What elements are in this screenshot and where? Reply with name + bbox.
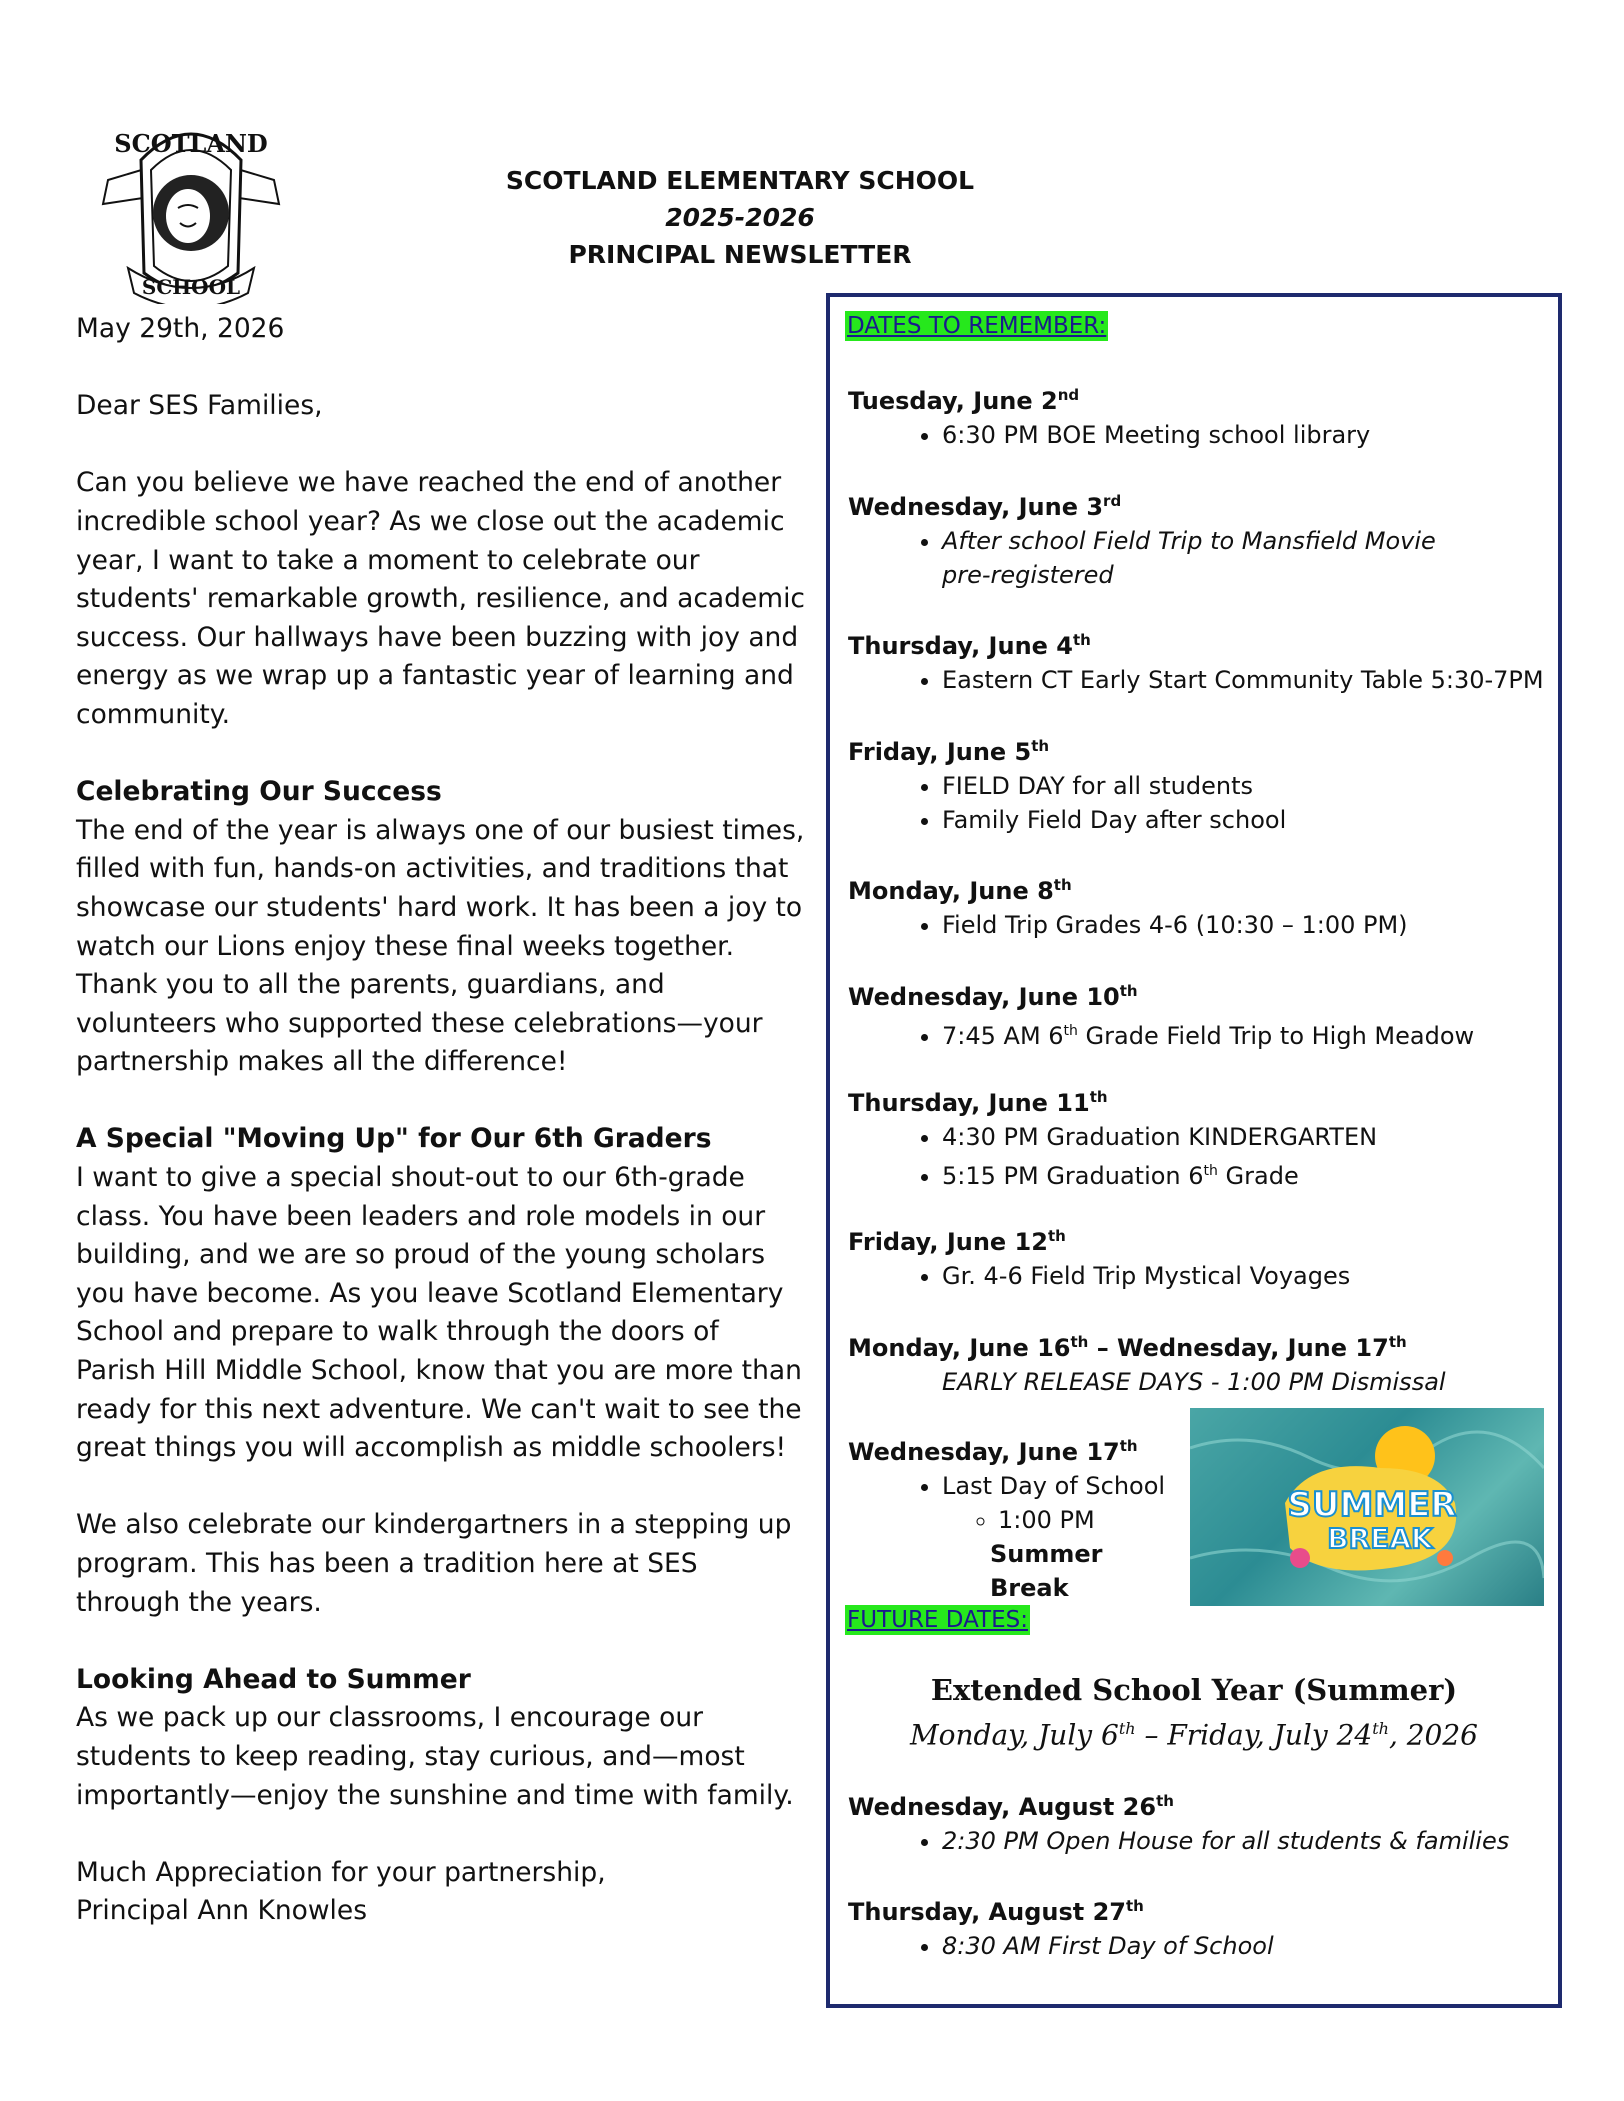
item-text: 5:15 PM Graduation 6 xyxy=(942,1162,1204,1190)
school-logo xyxy=(88,108,294,304)
event-date: Wednesday, June 10 xyxy=(848,983,1120,1011)
date-suffix: th xyxy=(1089,1088,1108,1106)
event-item: • 8:30 AM First Day of School xyxy=(942,1929,1548,1963)
principal-letter xyxy=(76,310,806,1931)
item-suffix: th xyxy=(1203,1163,1218,1179)
event-item: • Family Field Day after school xyxy=(942,803,1548,837)
event-item: • Eastern CT Early Start Community Table 5:30-7PM xyxy=(942,663,1548,697)
date-suffix: th xyxy=(1119,1437,1138,1455)
date-suffix: rd xyxy=(1103,492,1122,510)
event-june-4 xyxy=(848,623,1548,697)
event-item: • 2:30 PM Open House for all students & families xyxy=(942,1824,1548,1858)
event-item: • Field Trip Grades 4-6 (10:30 – 1:00 PM) xyxy=(942,908,1548,942)
item-text: 7:45 AM 6 xyxy=(942,1022,1064,1050)
event-item: • Last Day of School xyxy=(942,1469,1188,1503)
letter-signature: Principal Ann Knowles xyxy=(76,1895,368,1927)
event-date: Friday, June 5 xyxy=(848,738,1032,766)
logo-bottom-text: SCHOOL xyxy=(141,275,241,299)
summer-image-line2: BREAK xyxy=(1327,1522,1433,1555)
event-date-end: – Wednesday, June 17 xyxy=(1088,1334,1389,1362)
section-body-success: The end of the year is always one of our busiest times, filled with fun, hands-on activities, and traditions that showcase our students' hard work. It has been a joy to watch our Lions enjoy these final weeks together. Thank you to all the parents, guardians, and volunteers who supported these celebrations—your partnership makes all the difference! xyxy=(76,814,805,1078)
event-date: Monday, June 16 xyxy=(848,1334,1071,1362)
early-release-note: EARLY RELEASE DAYS - 1:00 PM Dismissal xyxy=(942,1368,1446,1396)
event-aug-26 xyxy=(848,1784,1548,1858)
dates-to-remember-heading: DATES TO REMEMBER: xyxy=(847,313,1107,339)
date-suffix: th xyxy=(1388,1333,1407,1351)
esy-end: – Friday, July 24 xyxy=(1135,1718,1373,1752)
summer-break-text: Summer Break xyxy=(990,1540,1103,1602)
event-june-11 xyxy=(848,1080,1548,1193)
event-june-5 xyxy=(848,729,1548,837)
event-item: • 6:30 PM BOE Meeting school library xyxy=(942,418,1548,452)
esy-title: Extended School Year (Summer) xyxy=(930,1673,1458,1707)
event-aug-27 xyxy=(848,1889,1548,1963)
date-suffix: th xyxy=(1070,1333,1089,1351)
esy-dates xyxy=(826,1710,1562,1754)
section-heading-6th-graders: A Special "Moving Up" for Our 6th Graders xyxy=(76,1123,712,1155)
school-name: SCOTLAND ELEMENTARY SCHOOL xyxy=(505,166,975,195)
item-text: Grade xyxy=(1217,1162,1299,1190)
letter-closing: Much Appreciation for your partnership, xyxy=(76,1856,606,1888)
date-suffix: th xyxy=(1073,631,1091,649)
event-item xyxy=(942,1154,1548,1193)
section-body-summer: As we pack up our classrooms, I encourage our students to keep reading, stay curious, and—most importantly—enjoy the sunshine and time with family. xyxy=(76,1702,794,1811)
event-june-8 xyxy=(848,868,1548,942)
event-date: Friday, June 12 xyxy=(848,1228,1048,1256)
logo-top-text: SCOTLAND xyxy=(114,129,268,158)
esy-start: Monday, July 6 xyxy=(909,1718,1119,1752)
event-june-12 xyxy=(848,1219,1548,1293)
kindergarten-paragraph: We also celebrate our kindergartners in a stepping up program. This has been a tradition here at SES through the years. xyxy=(76,1509,792,1618)
section-body-6th-graders: I want to give a special shout-out to our 6th-grade class. You have been leaders and role models in our building, and we are so proud of the young scholars you have become. As you leave Scotland Elementary School and prepare to walk through the doors of Parish Hill Middle School, know that you are more than ready for this next adventure. We can't wait to see the great things you will accomplish as middle schoolers! xyxy=(76,1162,802,1464)
event-june-3 xyxy=(848,484,1548,592)
section-heading-summer: Looking Ahead to Summer xyxy=(76,1663,471,1695)
date-suffix: th xyxy=(1119,982,1138,1000)
event-date: Wednesday, June 3 xyxy=(848,493,1104,521)
event-item: • FIELD DAY for all students xyxy=(942,769,1548,803)
event-item: • 4:30 PM Graduation KINDERGARTEN xyxy=(942,1120,1548,1154)
event-date: Wednesday, August 26 xyxy=(848,1793,1157,1821)
event-date: Monday, June 8 xyxy=(848,877,1054,905)
event-item: • After school Field Trip to Mansfield Movie pre-registered xyxy=(942,524,1462,592)
event-june-10 xyxy=(848,974,1548,1053)
summer-image-line1: SUMMER xyxy=(1287,1485,1457,1525)
newsletter-title: PRINCIPAL NEWSLETTER xyxy=(568,240,912,269)
item-text: Grade Field Trip to High Meadow xyxy=(1077,1022,1475,1050)
letter-date: May 29th, 2026 xyxy=(76,313,285,344)
section-heading-success: Celebrating Our Success xyxy=(76,776,442,808)
event-date: Wednesday, June 17 xyxy=(848,1438,1120,1466)
future-dates-heading: FUTURE DATES: xyxy=(847,1607,1028,1633)
event-item: • Gr. 4-6 Field Trip Mystical Voyages xyxy=(942,1259,1548,1293)
event-subitem: ◦ 1:00 PM xyxy=(998,1503,1188,1537)
date-suffix: th xyxy=(1053,876,1072,894)
letter-greeting: Dear SES Families, xyxy=(76,390,323,422)
event-date: Thursday, June 4 xyxy=(848,632,1073,660)
esy-year: , 2026 xyxy=(1388,1718,1478,1752)
date-suffix: th xyxy=(1047,1227,1066,1245)
item-suffix: th xyxy=(1063,1023,1078,1039)
date-suffix: th xyxy=(1156,1792,1174,1810)
date-suffix: th xyxy=(1372,1719,1389,1738)
date-suffix: th xyxy=(1126,1897,1144,1915)
letter-intro: Can you believe we have reached the end of another incredible school year? As we close out the academic year, I want to take a moment to celebrate our students' remarkable growth, resilience, and academic success. Our hallways have been buzzing with joy and energy as we wrap up a fantastic year of learning and community. xyxy=(76,467,805,730)
event-june-17 xyxy=(848,1429,1188,1605)
event-june-2 xyxy=(848,378,1548,452)
event-date: Thursday, June 11 xyxy=(848,1089,1090,1117)
event-june-16-17 xyxy=(848,1325,1548,1399)
extended-school-year xyxy=(826,1670,1562,1754)
date-suffix: nd xyxy=(1057,386,1080,404)
event-date: Tuesday, June 2 xyxy=(848,387,1058,415)
event-item xyxy=(942,1014,1548,1053)
summer-break-image xyxy=(1190,1408,1544,1606)
event-date: Thursday, August 27 xyxy=(848,1898,1126,1926)
school-year: 2025-2026 xyxy=(665,203,815,232)
date-suffix: th xyxy=(1031,737,1050,755)
date-suffix: th xyxy=(1118,1719,1136,1738)
newsletter-header xyxy=(420,162,1060,273)
